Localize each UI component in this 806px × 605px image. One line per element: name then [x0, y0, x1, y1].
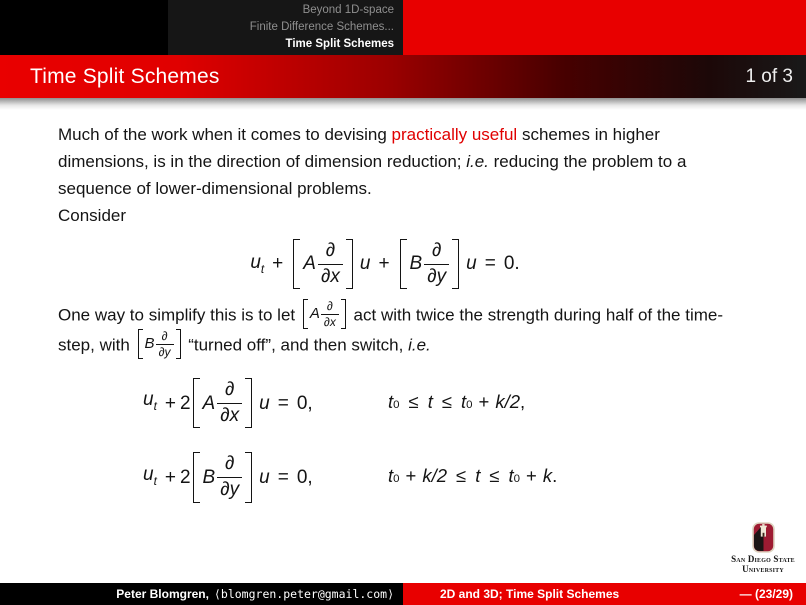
equation-split-x-lhs: $u_t$ + 2 A $\frac{\partial}{\partial x}$ u = 0, — [143, 375, 388, 431]
sdsu-logo — [725, 522, 801, 574]
fraction-d-dx: ∂ ∂x — [321, 299, 339, 329]
paragraph-one-way: One way to simplify this is to let A ∂ ∂x act with twice the strength during half of the time-step, with B ∂ ∂y “turned off”, and then switch, i.e. — [58, 299, 724, 359]
footer-author: Peter Blomgren, — [116, 587, 209, 601]
breadcrumb-item-time-split-schemes[interactable]: Time Split Schemes — [285, 38, 394, 50]
term-u-sub-t: $u_t$ — [143, 389, 157, 414]
header-right-red — [403, 0, 806, 55]
frame-title-bar — [0, 55, 806, 98]
title-bar-shadow — [0, 98, 806, 110]
footer-lecture-title: 2D and 3D; Time Split Schemes — [440, 587, 620, 601]
condition-first-half-step: t $_0$ ≤ t ≤ t $_0$ + k/2 , — [388, 388, 525, 419]
plus-operator: + — [378, 253, 390, 275]
inline-bracket-term-A-ddx: A ∂ ∂x — [303, 299, 346, 329]
equation-split-x — [143, 375, 748, 431]
right-bracket — [452, 239, 459, 289]
logo-text-line1: San Diego State — [731, 554, 795, 564]
alert-text: practically useful — [391, 125, 518, 144]
ie-abbrev: i.e. — [408, 335, 431, 355]
footer-author-section — [0, 583, 403, 605]
coefficient-two: 2 — [179, 467, 191, 488]
bracket-term-A-ddx: A $\frac{\partial}{\partial x}$ — [293, 236, 353, 292]
plus-operator: + — [405, 465, 417, 486]
left-bracket — [193, 452, 200, 502]
leq-sign: ≤ — [456, 465, 467, 486]
plus-operator: + — [526, 465, 537, 486]
header-strip — [0, 0, 806, 55]
equals-sign: = — [277, 392, 289, 414]
right-bracket — [245, 378, 252, 428]
bracket-term-B-ddy: B $\frac{\partial}{\partial y}$ — [193, 449, 253, 505]
leq-sign: ≤ — [489, 465, 500, 486]
sdsu-crest-icon — [752, 522, 775, 553]
right-bracket — [346, 239, 353, 289]
fraction-d-dy: $\frac{\partial}{\partial y}$ — [424, 239, 449, 289]
fraction-d-dy: ∂ ∂y — [156, 329, 174, 359]
coefficient-two: 2 — [179, 392, 191, 414]
fraction-d-dx: $\frac{\partial}{\partial x}$ — [318, 239, 343, 289]
consider-label: Consider — [58, 206, 127, 225]
condition-second-half-step: t $_0$ + k/2 ≤ t ≤ t $_0$ + k . — [388, 462, 557, 493]
breadcrumb-item-beyond-1d-space[interactable]: Beyond 1D-space — [302, 4, 394, 16]
left-bracket — [193, 378, 200, 428]
equals-sign: = — [484, 253, 496, 275]
footer-page-counter: — (23/29) — [739, 587, 793, 601]
right-bracket — [245, 452, 252, 502]
logo-text-line2: University — [742, 563, 784, 574]
frame-title: Time Split Schemes — [30, 64, 220, 88]
plus-operator: + — [272, 253, 284, 275]
leq-sign: ≤ — [408, 390, 419, 412]
plus-operator: + — [478, 390, 490, 412]
fraction-d-dy: $\frac{\partial}{\partial y}$ — [217, 452, 242, 502]
footer-section-bar — [403, 583, 806, 605]
plus-operator: + — [164, 392, 176, 414]
bracket-term-B-ddy: B $\frac{\partial}{\partial y}$ — [400, 236, 460, 292]
equation-split-y-lhs: $u_t$ + 2 B $\frac{\partial}{\partial y}$ u = 0, — [143, 449, 388, 505]
equals-sign: = — [277, 467, 289, 488]
left-bracket — [303, 299, 308, 329]
footer-bar — [0, 583, 806, 605]
fraction-d-dx: $\frac{\partial}{\partial x}$ — [217, 378, 242, 428]
term-u-sub-t: $u_t$ — [143, 463, 157, 488]
equation-split-y — [143, 449, 748, 505]
equation-main: $u_t$ + A $\frac{\partial}{\partial x}$ u + B $\frac{\partial}{\partial y}$ u = 0. — [58, 236, 712, 292]
inline-bracket-term-B-ddy: B ∂ ∂y — [138, 329, 181, 359]
breadcrumb — [168, 0, 403, 55]
right-bracket — [176, 329, 181, 359]
breadcrumb-item-finite-difference-schemes[interactable]: Finite Difference Schemes... — [249, 21, 394, 33]
frame-page-indicator: 1 of 3 — [745, 65, 793, 87]
paragraph-intro: Much of the work when it comes to devising practically useful schemes in higher dimensions, is in the direction of dimension reduction; i.e. reducing the problem to a sequence of lower-dimensional problems. — [58, 125, 687, 198]
bracket-term-A-ddx: A $\frac{\partial}{\partial x}$ — [193, 375, 253, 431]
slide-body — [0, 110, 806, 506]
right-bracket — [341, 299, 346, 329]
ie-abbrev: i.e. — [466, 152, 489, 171]
leq-sign: ≤ — [441, 390, 452, 412]
left-bracket — [293, 239, 300, 289]
left-bracket — [400, 239, 407, 289]
left-bracket — [138, 329, 143, 359]
plus-operator: + — [164, 467, 176, 488]
footer-email[interactable]: ⟨blomgren.peter@gmail.com⟩ — [213, 587, 394, 601]
header-left-black — [0, 0, 168, 55]
term-u-sub-t: $u_t$ — [250, 251, 265, 276]
